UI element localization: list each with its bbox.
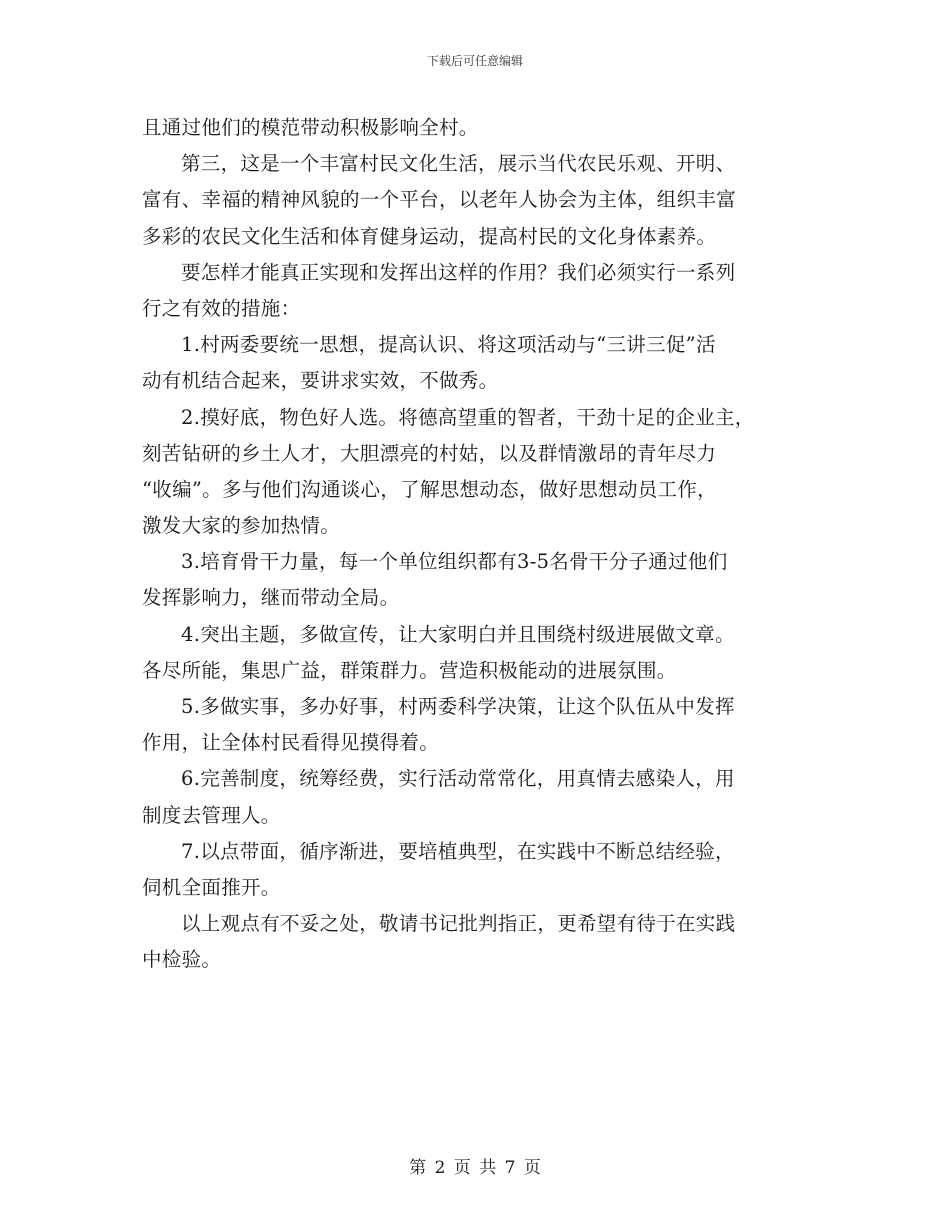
body-text-line: 伺机全面推开。 xyxy=(142,875,281,899)
body-text-line: 第三，这是一个丰富村民文化生活，展示当代农民乐观、开明、 xyxy=(181,152,736,176)
body-text-line: 动有机结合起来，要讲求实效，不做秀。 xyxy=(142,369,499,393)
page-header-note: 下载后可任意编辑 xyxy=(426,54,523,68)
document-body xyxy=(142,110,808,979)
body-text-line: 多彩的农民文化生活和体育健身运动，提高村民的文化身体素养。 xyxy=(142,224,717,248)
body-text-line: 中检验。 xyxy=(142,948,222,972)
body-text-line: 6.完善制度，统筹经费，实行活动常常化，用真情去感染人，用 xyxy=(181,767,735,791)
body-text-line: 富有、幸福的精神风貌的一个平台，以老年人协会为主体，组织丰富 xyxy=(142,188,737,212)
body-text-line: 刻苦钻研的乡土人才，大胆漂亮的村姑，以及群情激昂的青年尽力 xyxy=(142,441,717,465)
body-text-line: 作用，让全体村民看得见摸得着。 xyxy=(142,731,440,755)
body-text-line: 要怎样才能真正实现和发挥出这样的作用？我们必须实行一系列 xyxy=(181,260,736,284)
body-text-line: 3.培育骨干力量，每一个单位组织都有3-5名骨干分子通过他们 xyxy=(181,550,728,574)
body-text-line: 且通过他们的模范带动积极影响全村。 xyxy=(142,116,479,139)
body-text-line: 各尽所能，集思广益，群策群力。营造积极能动的进展氛围。 xyxy=(142,658,677,682)
body-text-line: 4.突出主题，多做宣传，让大家明白并且围绕村级进展做文章。 xyxy=(181,622,735,646)
body-text-line: 激发大家的参加热情。 xyxy=(142,514,341,538)
body-text-line: 7.以点带面，循序渐进，要培植典型，在实践中不断总结经验， xyxy=(181,839,735,863)
body-text-line: 发挥影响力，继而带动全局。 xyxy=(142,586,400,610)
body-text-line: 5.多做实事，多办好事，村两委科学决策，让这个队伍从中发挥 xyxy=(181,695,735,718)
page-number-footer: 第 2 页 共 7 页 xyxy=(409,1158,541,1178)
body-text-line: 制度去管理人。 xyxy=(142,803,281,827)
body-text-line: 1.村两委要统一思想，提高认识、将这项活动与“三讲三促”活 xyxy=(181,333,716,357)
body-text-line: 2.摸好底，物色好人选。将德高望重的智者，干劲十足的企业主， xyxy=(181,405,755,429)
body-text-line: 以上观点有不妥之处，敬请书记批判指正，更希望有待于在实践 xyxy=(181,912,736,936)
body-text-line: “收编”。多与他们沟通谈心，了解思想动态，做好思想动员工作， xyxy=(142,477,717,501)
body-text-line: 行之有效的措施： xyxy=(142,296,301,320)
